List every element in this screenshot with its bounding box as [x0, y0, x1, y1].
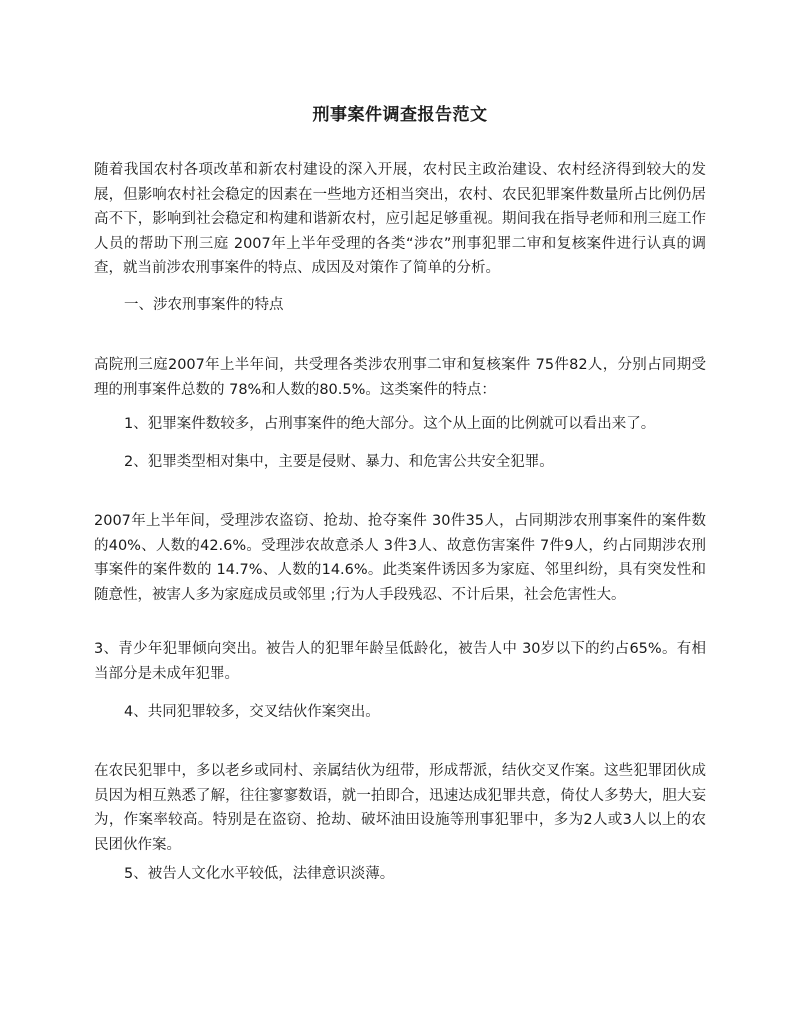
feature-item-1: 1、犯罪案件数较多，占刑事案件的绝大部分。这个从上面的比例就可以看出来了。 — [124, 416, 656, 432]
section-heading: 一、涉农刑事案件的特点 — [124, 297, 284, 313]
intro-paragraph: 随着我国农村各项改革和新农村建设的深入开展，农村民主政治建设、农村经济得到较大的发展，但影响农村社会稳定的因素在一些地方还相当突出，农村、农民犯罪案件数量所占比例仍居高不下，影响到社会稳定和构建和谐新农村，应引起足够重视。期间我在指导老师和刑三庭工作人员的帮助下刑三庭 2007年上半年受理的各类“涉农”刑事犯罪二审和复核案件进行认真的调查，就当前涉农刑事案件的特点、成因及对策作了简单的分析。 — [94, 162, 706, 276]
feature-item-3: 3、青少年犯罪倾向突出。被告人的犯罪年龄呈低龄化，被告人中 30岁以下的约占65%。有相当部分是未成年犯罪。 — [94, 641, 706, 682]
feature-item-4: 4、共同犯罪较多，交叉结伙作案突出。 — [124, 704, 380, 720]
gang-crime-paragraph: 在农民犯罪中，多以老乡或同村、亲属结伙为纽带，形成帮派，结伙交叉作案。这些犯罪团伙成员因为相互熟悉了解，往往寥寥数语，就一拍即合，迅速达成犯罪共意，倚仗人多势大，胆大妄为，作案率较高。特别是在盗窃、抢劫、破坏油田设施等刑事犯罪中，多为2人或3人以上的农民团伙作案。 — [94, 763, 706, 853]
document-title: 刑事案件调查报告范文 — [312, 105, 488, 125]
stats-paragraph: 高院刑三庭2007年上半年间，共受理各类涉农刑事二审和复核案件 75件82人，分别占同期受理的刑事案件总数的 78%和人数的80.5%。这类案件的特点： — [94, 357, 706, 398]
feature-item-2: 2、犯罪类型相对集中，主要是侵财、暴力、和危害公共安全犯罪。 — [124, 454, 554, 470]
case-stats-paragraph: 2007年上半年间，受理涉农盗窃、抢劫、抢夺案件 30件35人，占同期涉农刑事案件的案件数的40%、人数的42.6%。受理涉农故意杀人 3件3人、故意伤害案件 7件9人，约占同期涉农刑事案件的案件数的 14.7%、人数的14.6%。此类案件诱因多为家庭、邻里纠纷，具有突发性和随意性，被害人多为家庭成员或邻里 ;行为人手段残忍、不计后果，社会危害性大。 — [94, 513, 706, 603]
feature-item-5: 5、被告人文化水平较低，法律意识淡薄。 — [124, 866, 395, 882]
